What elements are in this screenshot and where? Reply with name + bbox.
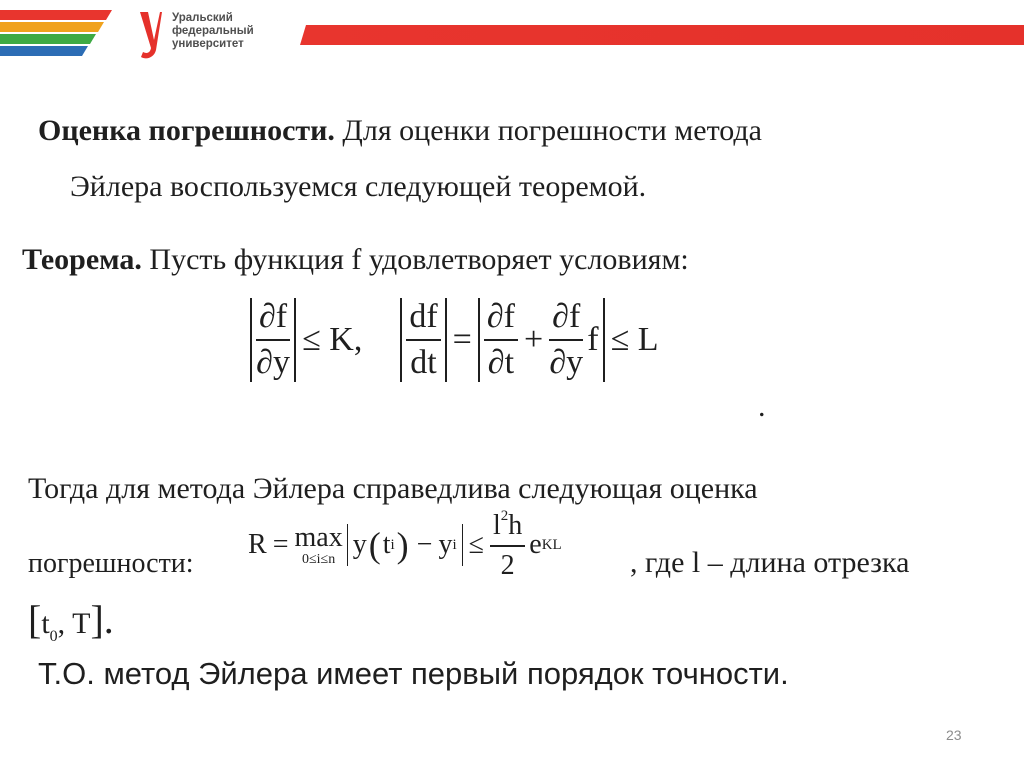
abs-error: y ( t i ) − y i xyxy=(347,524,463,566)
abs-partial-f-y: $\frac{\partial f}{\partial y}$ xyxy=(250,298,296,382)
fraction-l2h-over-2: $\frac{l^2h}{2}$ xyxy=(490,508,525,582)
intro-title: Оценка погрешности. xyxy=(38,114,335,147)
bound-k: ≤ K, xyxy=(302,321,363,358)
abs-total-derivative: $\frac{df}{dt}$ xyxy=(400,298,446,382)
formula-conditions: $\frac{\partial f}{\partial y}$ ≤ K, $\frac{df}{dt}$ = $\frac{\partial f}{\partial t}$ + $\frac{\partial f}{\partial y}$ f ≤ L xyxy=(250,298,665,382)
conclusion: Т.О. метод Эйлера имеет первый порядок точности. xyxy=(38,656,789,691)
stripes-logo-icon xyxy=(0,10,112,60)
intro-line-2: Эйлера воспользуемся следующей теоремой. xyxy=(70,170,647,203)
bound-l: ≤ L xyxy=(610,321,659,358)
header-red-bar xyxy=(300,25,1024,45)
where-text: , где l – длина отрезка xyxy=(630,546,910,579)
then-line: Тогда для метода Эйлера справедлива следующая оценка xyxy=(28,472,758,505)
header xyxy=(0,0,1024,70)
page-number: 23 xyxy=(946,727,962,743)
logo-line-2: федеральный xyxy=(172,25,254,37)
logo-line-1: Уральский xyxy=(172,12,233,24)
interval: [$t_0$, T]. xyxy=(28,597,114,645)
theorem-text: Пусть функция f удовлетворяет условиям: xyxy=(141,243,689,276)
formula-dot: . xyxy=(758,390,766,423)
abs-partial-sum: $\frac{\partial f}{\partial t}$ + $\frac{\partial f}{\partial y}$ f xyxy=(478,298,605,382)
theorem-line xyxy=(22,245,689,275)
max-operator: max 0≤i≤n xyxy=(294,522,343,567)
error-estimate-formula: R = max 0≤i≤n y ( t i ) − y i ≤ $\frac{l^2h}{2}$ e KL xyxy=(248,508,562,581)
university-name xyxy=(172,12,302,51)
logo-line-3: университет xyxy=(172,38,244,50)
intro-line-1 xyxy=(38,116,762,146)
intro-text: Для оценки погрешности метода xyxy=(334,114,762,147)
urfu-logo-icon xyxy=(138,10,162,60)
theorem-title: Теорема. xyxy=(22,243,142,276)
then-label: погрешности: xyxy=(28,548,194,579)
